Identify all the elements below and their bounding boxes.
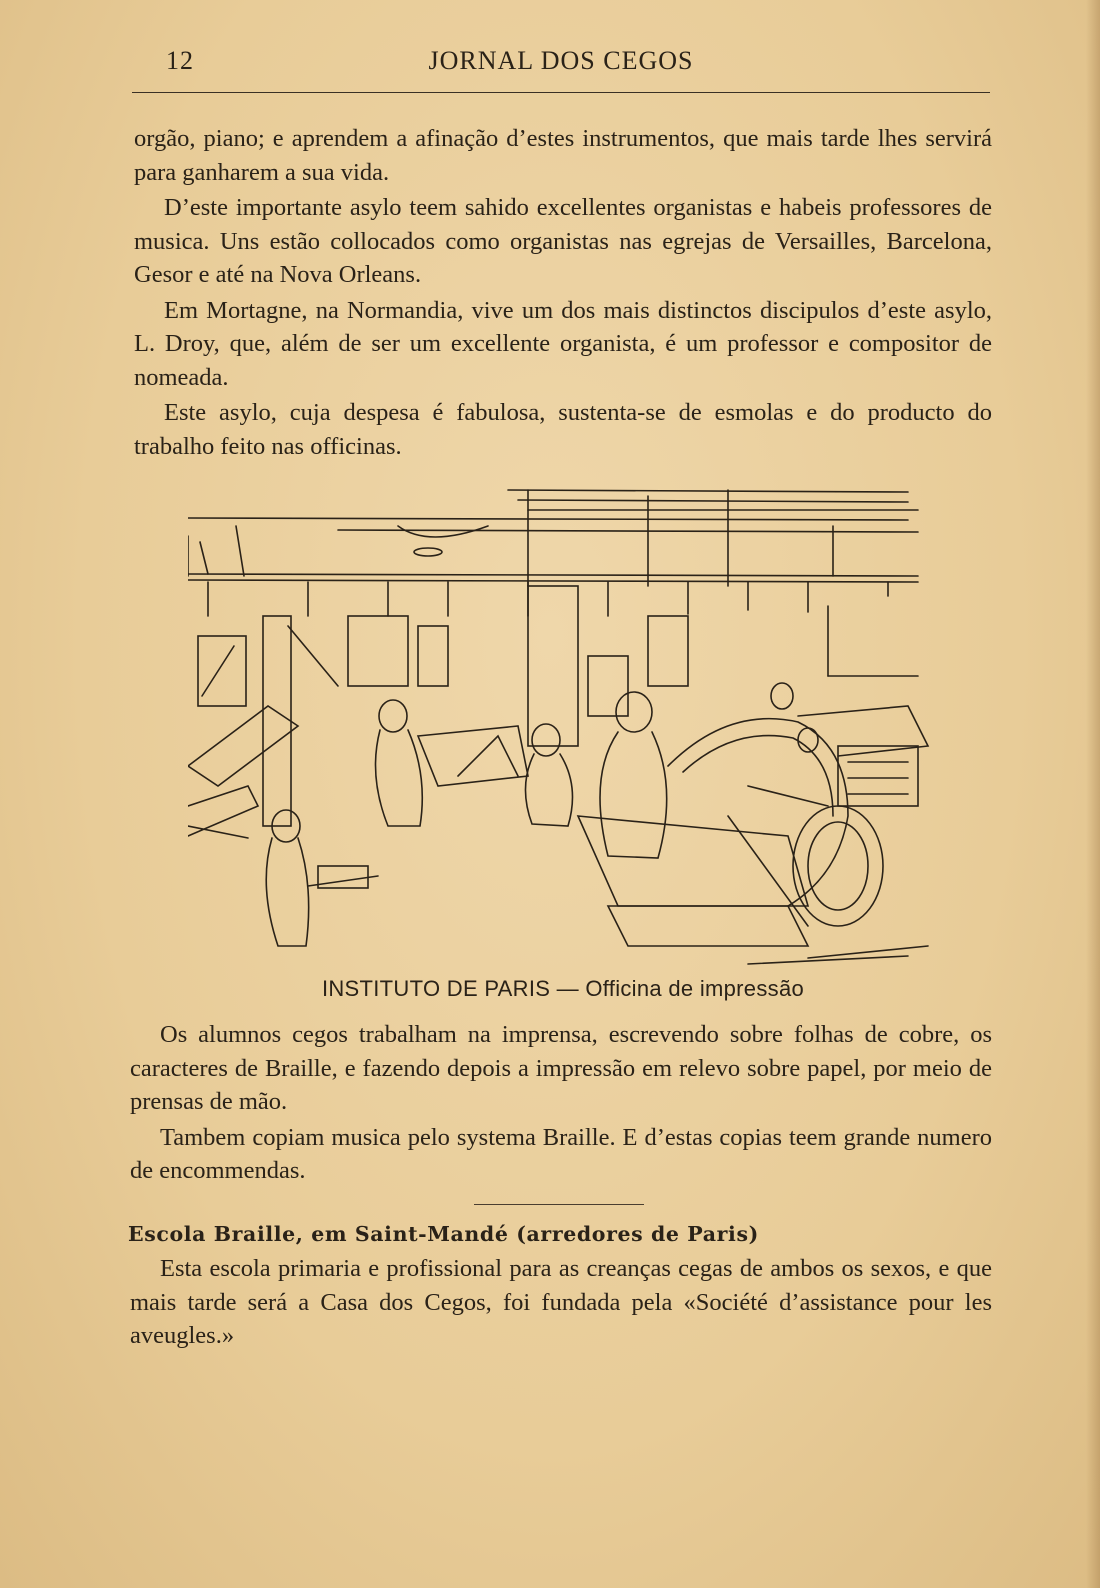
journal-title: JORNAL DOS CEGOS [428, 46, 694, 75]
paragraph: D’este importante asylo teem sahido excellentes organistas e habeis professores de musica. Uns estão collocados como organistas nas egrejas de Versailles, Barcelona, Gesor e até na Nova Orleans. [134, 194, 992, 288]
page-number: 12 [166, 46, 194, 75]
figure-caption: INSTITUTO DE PARIS — Officina de impressão [321, 976, 805, 1001]
paragraph: Tambem copiam musica pelo systema Braille. E d’estas copias teem grande numero de encommendas. [130, 1123, 992, 1184]
running-header [132, 46, 990, 80]
paragraph: orgão, piano; e aprendem a afinação d’estes instrumentos, que mais tarde lhes servirá para ganharem a sua vida. [134, 125, 992, 186]
text-block-section [130, 1252, 992, 1355]
header-rule [132, 92, 990, 93]
paragraph: Esta escola primaria e profissional para as creanças cegas de ambos os sexos, e que mais tarde será a Casa dos Cegos, foi fundada pela «Société d’assistance pour les aveugles.» [130, 1255, 992, 1349]
paragraph: Em Mortagne, na Normandia, vive um dos mais distinctos discipulos d’este asylo, L. Droy, que, além de ser um excellente organista, é um professor e compositor de nomeada. [134, 296, 992, 391]
text-block-top [134, 122, 992, 465]
section-heading: Escola Braille, em Saint-Mandé (arredores de Paris) [128, 1222, 759, 1246]
section-separator [474, 1204, 644, 1205]
printing-workshop-illustration [188, 486, 938, 966]
paper-edge [1086, 0, 1100, 1588]
paragraph: Os alumnos cegos trabalham na imprensa, escrevendo sobre folhas de cobre, os caracteres de Braille, e fazendo depois a impressão em relevo sobre papel, por meio de prensas de mão. [130, 1021, 992, 1115]
paragraph: Este asylo, cuja despesa é fabulosa, sustenta-se de esmolas e do producto do trabalho feito nas officinas. [134, 399, 992, 460]
text-block-middle [130, 1018, 992, 1190]
